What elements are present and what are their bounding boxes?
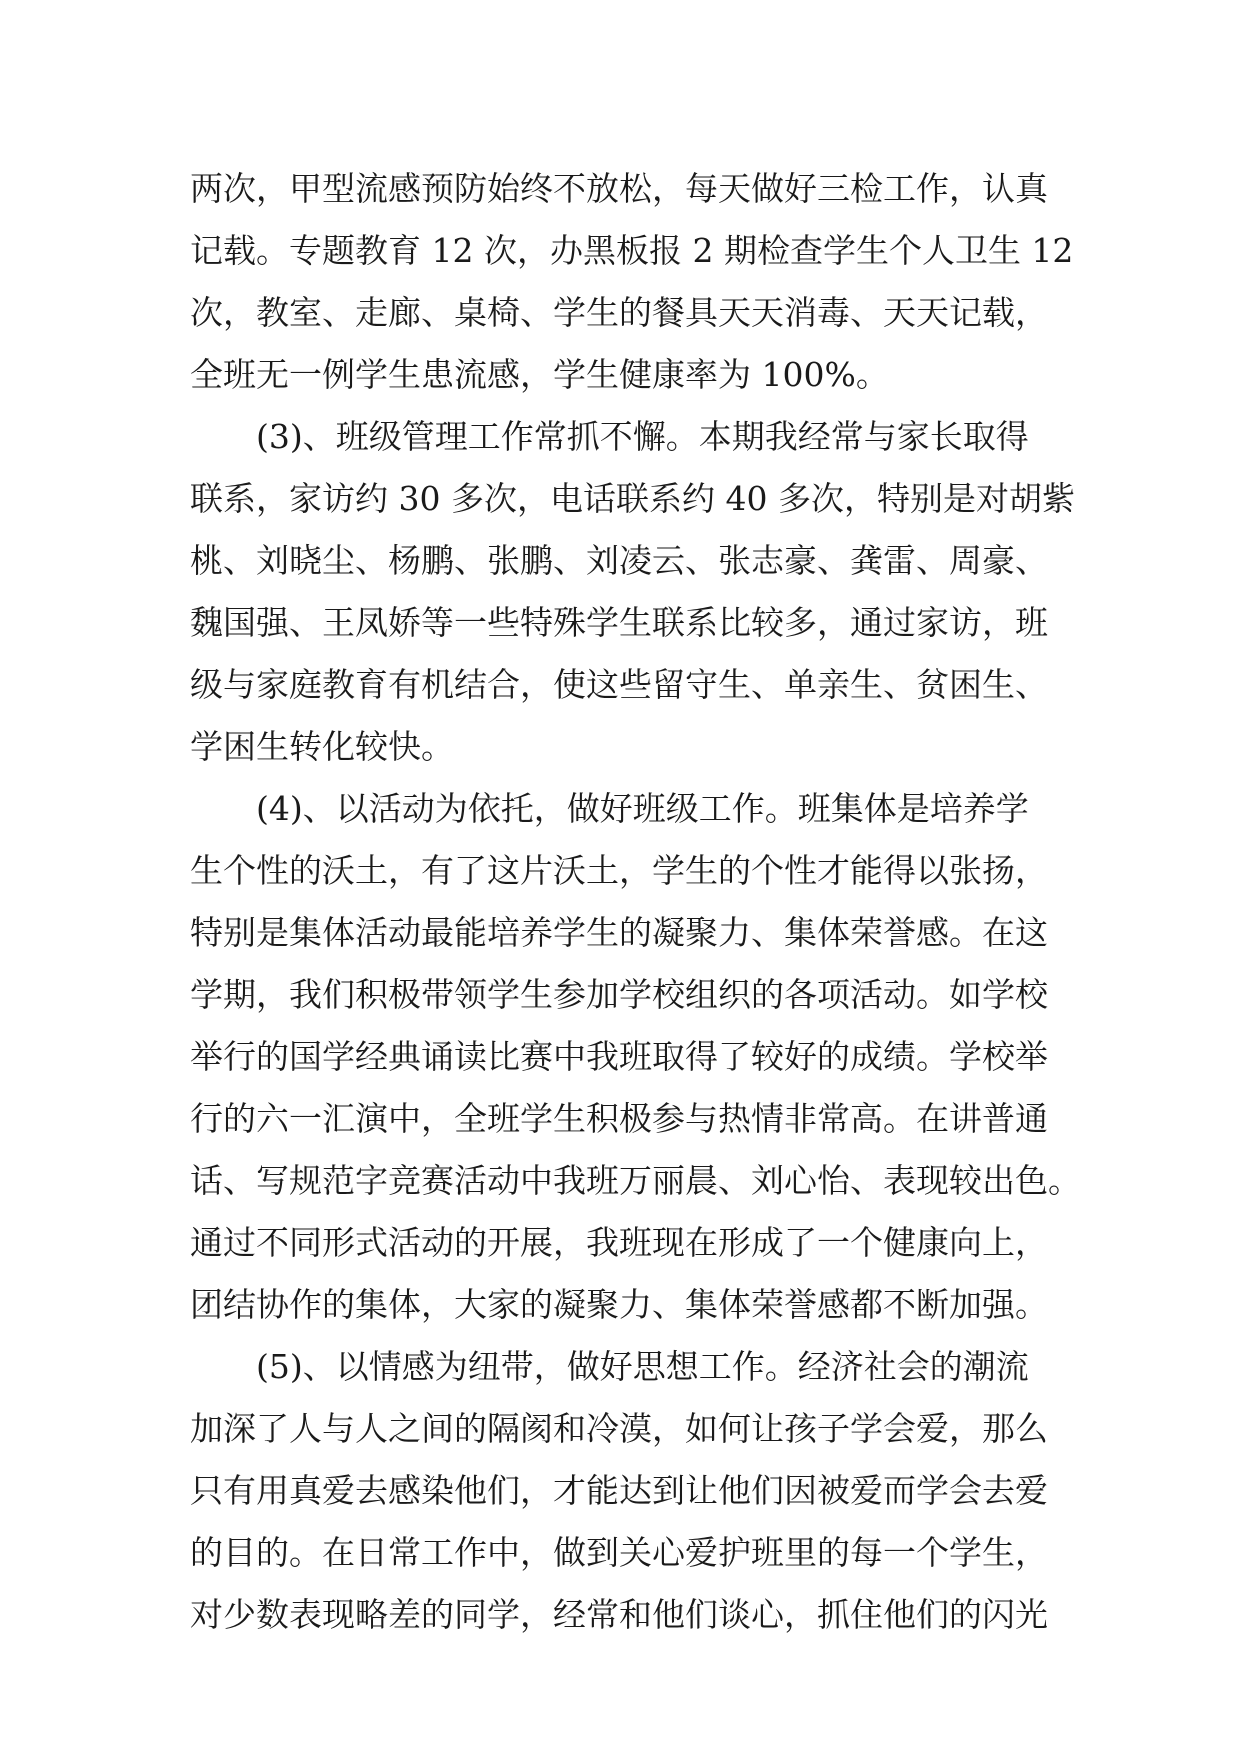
text-line: 话、写规范字竞赛活动中我班万丽晨、刘心怡、表现较出色。: [190, 1161, 1081, 1200]
text-line: 联系，家访约 30 多次，电话联系约 40 多次，特别是对胡紫: [190, 479, 1075, 518]
text-line: (5)、以情感为纽带，做好思想工作。经济社会的潮流: [256, 1347, 1029, 1386]
text-line: 的目的。在日常工作中，做到关心爱护班里的每一个学生，: [190, 1533, 1048, 1572]
text-line: 桃、刘晓尘、杨鹏、张鹏、刘凌云、张志豪、龚雷、周豪、: [190, 541, 1048, 580]
text-line: 级与家庭教育有机结合，使这些留守生、单亲生、贫困生、: [190, 665, 1048, 704]
paragraph-class-management: [190, 406, 1075, 778]
text-line: 生个性的沃土，有了这片沃土，学生的个性才能得以张扬，: [190, 851, 1048, 890]
text-line: 行的六一汇演中，全班学生积极参与热情非常高。在讲普通: [190, 1099, 1048, 1138]
document-body: [190, 158, 1081, 1646]
text-line: 次，教室、走廊、桌椅、学生的餐具天天消毒、天天记载，: [190, 293, 1048, 332]
text-line: 对少数表现略差的同学，经常和他们谈心，抓住他们的闪光: [190, 1595, 1048, 1634]
text-line: 记载。专题教育 12 次，办黑板报 2 期检查学生个人卫生 12: [190, 231, 1074, 270]
text-line: 学困生转化较快。: [190, 727, 454, 766]
text-line: 团结协作的集体，大家的凝聚力、集体荣誉感都不断加强。: [190, 1285, 1048, 1324]
text-line: 加深了人与人之间的隔阂和冷漠，如何让孩子学会爱，那么: [190, 1409, 1048, 1448]
text-line: 两次，甲型流感预防始终不放松，每天做好三检工作，认真: [190, 169, 1048, 208]
text-line: 通过不同形式活动的开展，我班现在形成了一个健康向上，: [190, 1223, 1048, 1262]
paragraph-emotional-work: [190, 1336, 1065, 1646]
text-line: 举行的国学经典诵读比赛中我班取得了较好的成绩。学校举: [190, 1037, 1048, 1076]
text-line: 全班无一例学生患流感，学生健康率为 100%。: [190, 355, 889, 394]
text-line: 魏国强、王凤娇等一些特殊学生联系比较多，通过家访，班: [190, 603, 1048, 642]
paragraph-health-records: [190, 158, 1074, 406]
text-line: 只有用真爱去感染他们，才能达到让他们因被爱而学会去爱: [190, 1471, 1048, 1510]
text-line: 特别是集体活动最能培养学生的凝聚力、集体荣誉感。在这: [190, 913, 1048, 952]
text-line: (3)、班级管理工作常抓不懈。本期我经常与家长取得: [256, 417, 1029, 456]
text-line: (4)、以活动为依托，做好班级工作。班集体是培养学: [256, 789, 1029, 828]
paragraph-activities: [190, 778, 1081, 1336]
text-line: 学期，我们积极带领学生参加学校组织的各项活动。如学校: [190, 975, 1048, 1014]
